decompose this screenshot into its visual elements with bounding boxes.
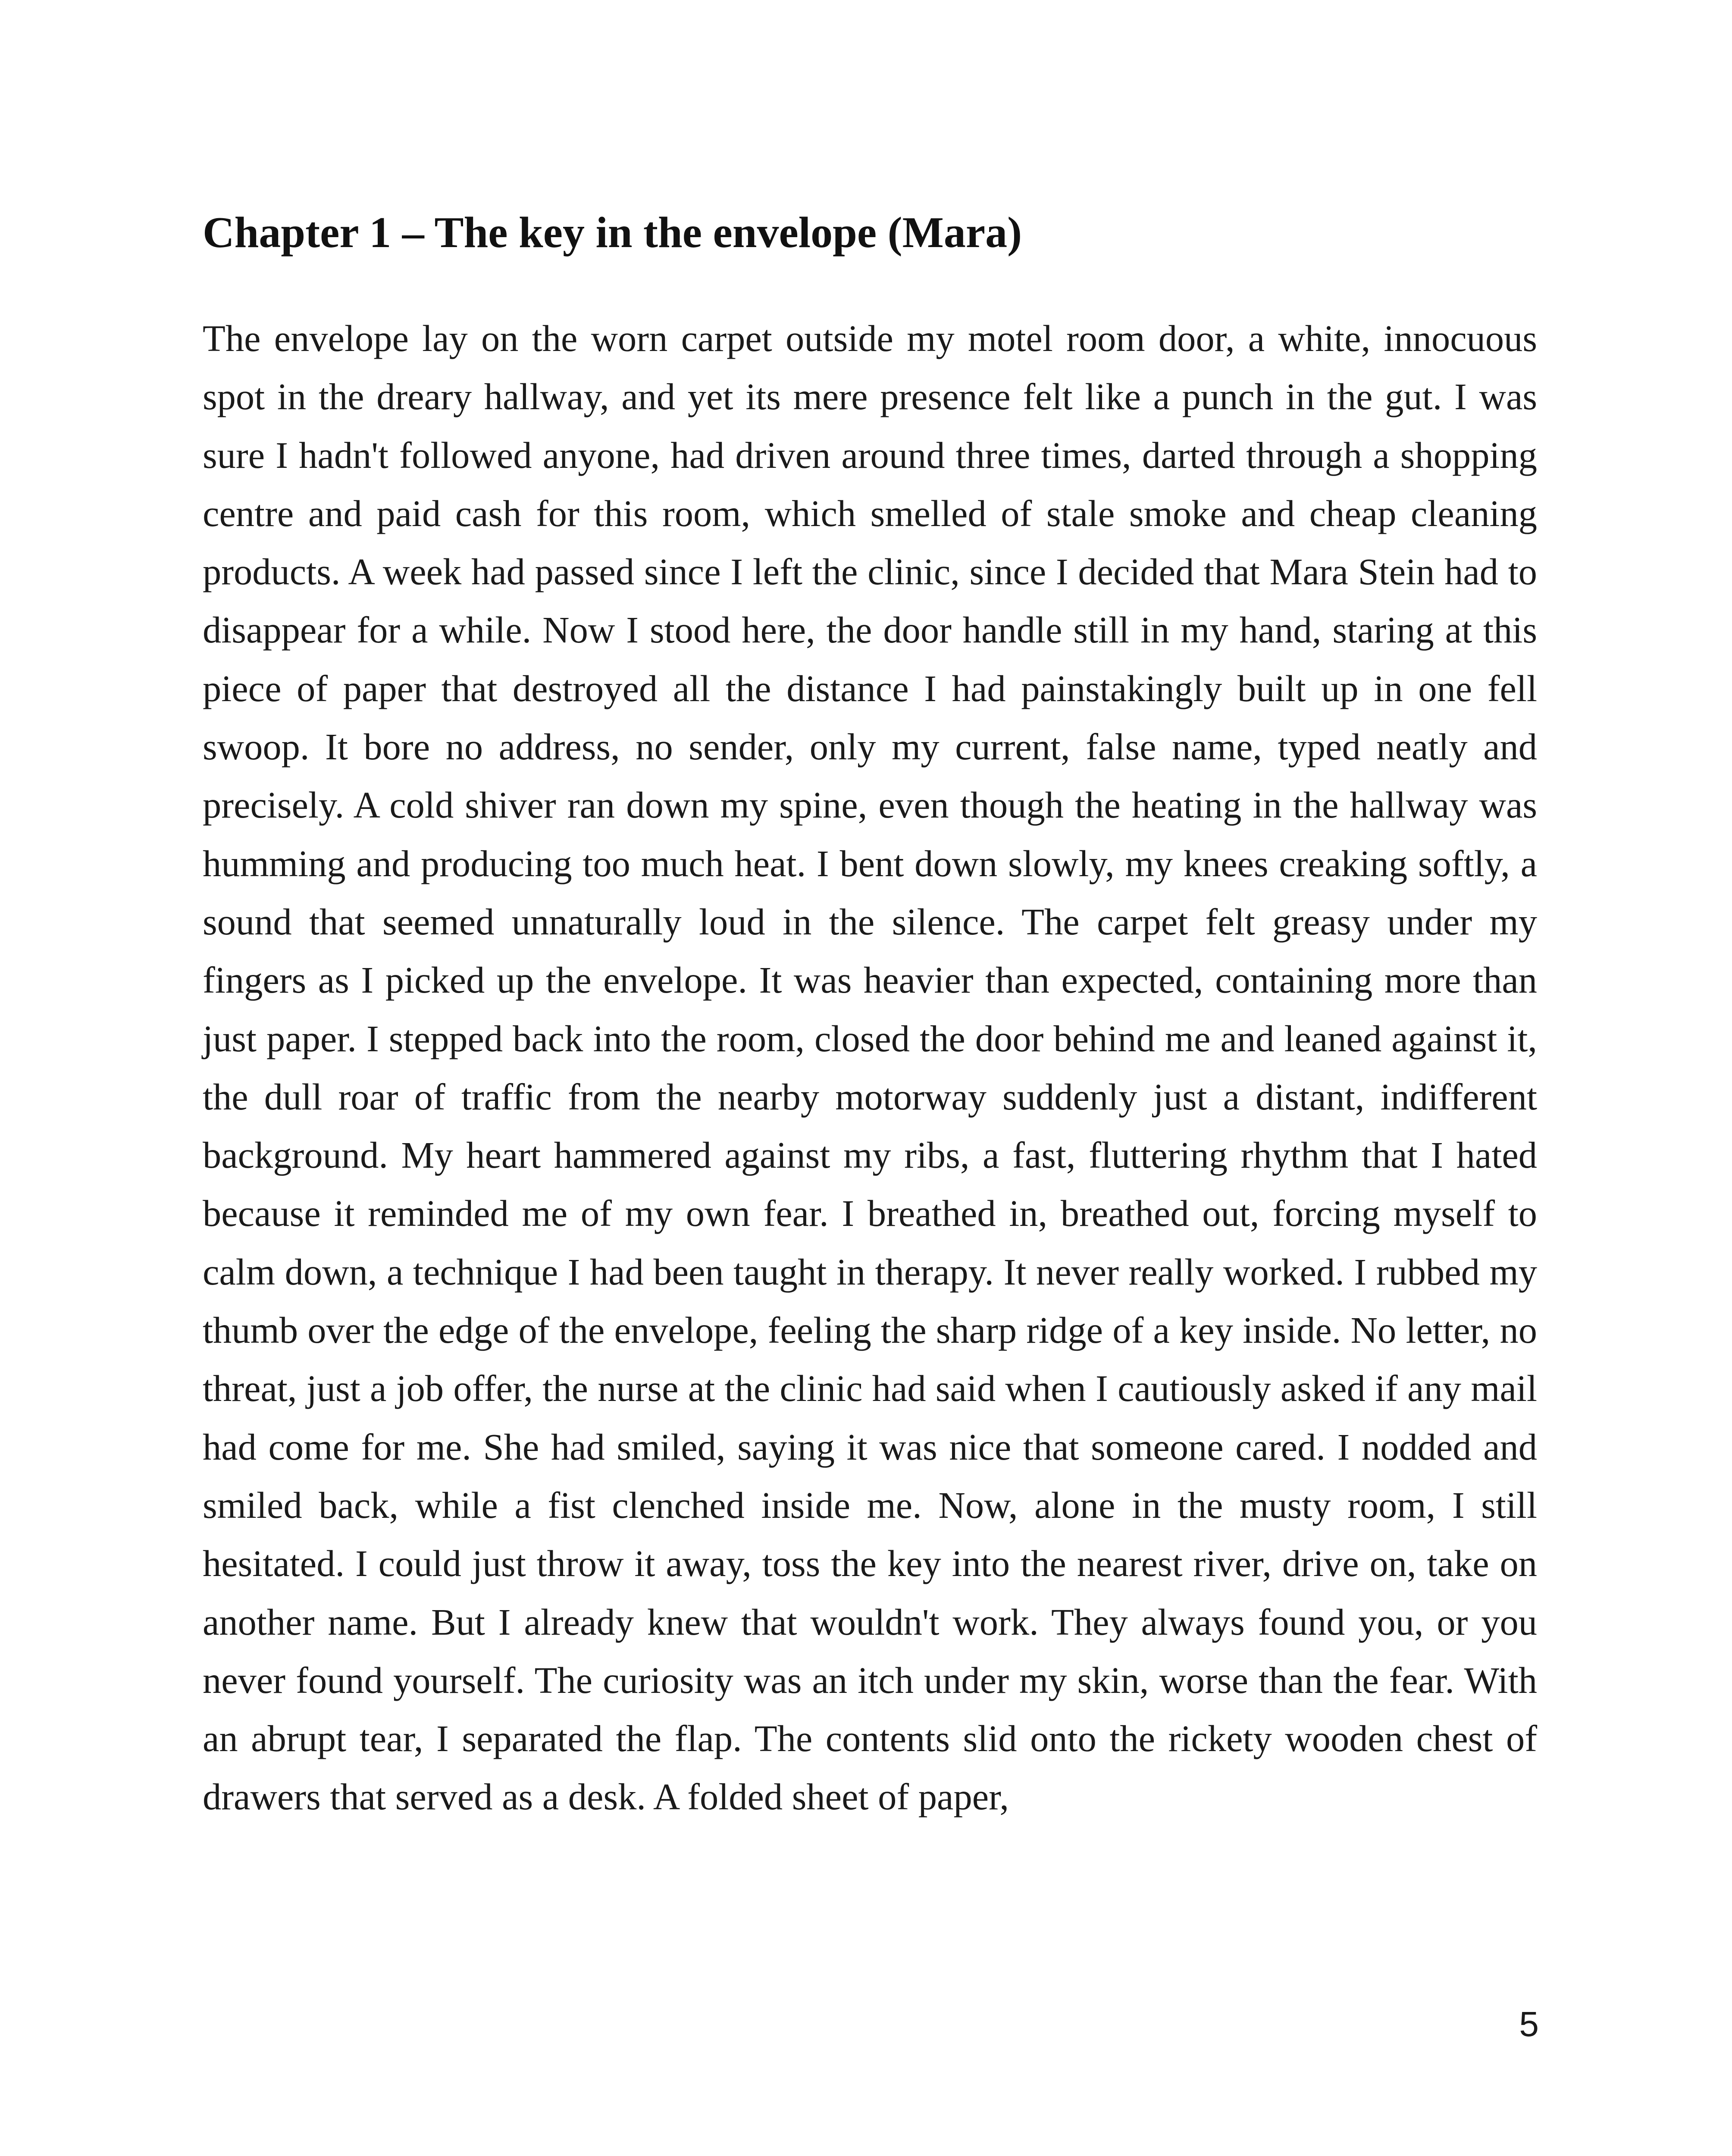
page-number: 5 [1519,2005,1539,2044]
chapter-title: Chapter 1 – The key in the envelope (Mara) [203,208,1022,257]
body-paragraph: The envelope lay on the worn carpet outside my motel room door, a white, innocuous spot in the dreary hallway, and yet its mere presence felt like a punch in the gut. I was sure I hadn't followed anyone, had driven around three times, darted through a shopping centre and paid cash for this room, which smelled of stale smoke and cheap cleaning products. A week had passed since I left the clinic, since I decided that Mara Stein had to disappear for a while. Now I stood here, the door handle still in my hand, staring at this piece of paper that destroyed all the distance I had painstakingly built up in one fell swoop. It bore no address, no sender, only my current, false name, typed neatly and precisely. A cold shiver ran down my spine, even though the heating in the hallway was humming and producing too much heat. I bent down slowly, my knees creaking softly, a sound that seemed unnaturally loud in the silence. The carpet felt greasy under my fingers as I picked up the envelope. It was heavier than expected, containing more than just paper. I stepped back into the room, closed the door behind me and leaned against it, the dull roar of traffic from the nearby motorway suddenly just a distant, indifferent background. My heart hammered against my ribs, a fast, fluttering rhythm that I hated because it reminded me of my own fear. I breathed in, breathed out, forcing myself to calm down, a technique I had been taught in therapy. It never really worked. I rubbed my thumb over the edge of the envelope, feeling the sharp ridge of a key inside. No letter, no threat, just a job offer, the nurse at the clinic had said when I cautiously asked if any mail had come for me. She had smiled, saying it was nice that someone cared. I nodded and smiled back, while a fist clenched inside me. Now, alone in the musty room, I still hesitated. I could just throw it away, toss the key into the nearest river, drive on, take on another name. But I already knew that wouldn't work. They always found you, or you never found yourself. The curiosity was an itch under my skin, worse than the fear. With an abrupt tear, I separated the flap. The contents slid onto the rickety wooden chest of drawers that served as a desk. A folded sheet of paper, [203,318,1537,1818]
